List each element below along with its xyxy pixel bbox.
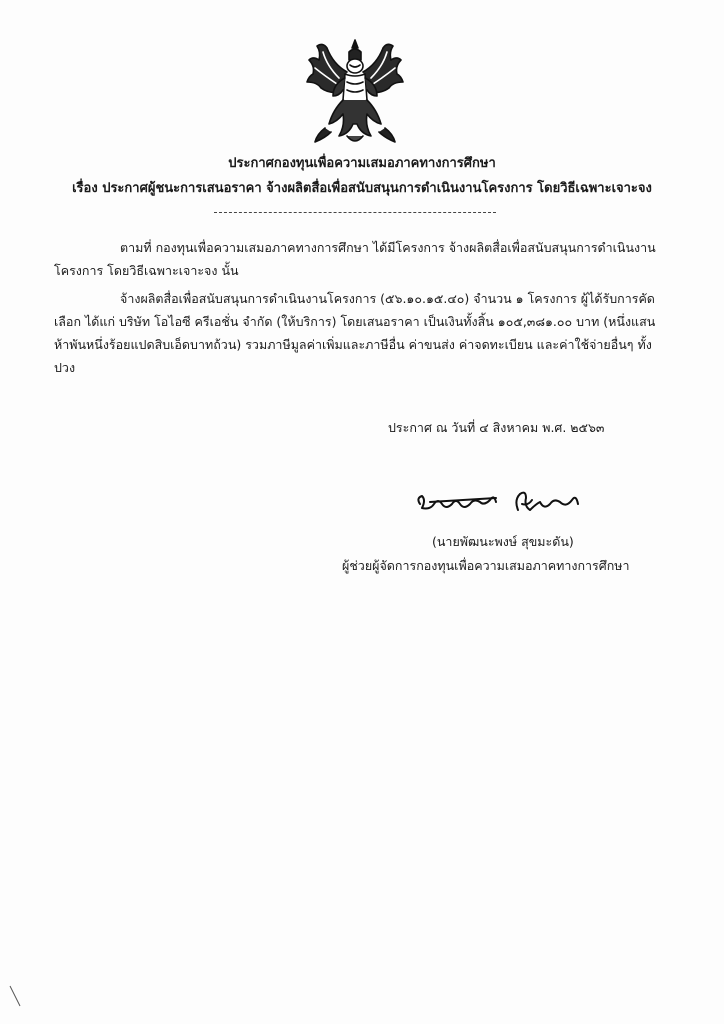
paragraph-2 bbox=[54, 287, 664, 379]
announcement-date: ประกาศ ณ วันที่ ๔ สิงหาคม พ.ศ. ๒๕๖๓ bbox=[388, 420, 605, 435]
separator-line bbox=[214, 212, 496, 213]
scan-mark bbox=[8, 984, 22, 1008]
signer-name: (นายพัฒนะพงษ์ สุขมะดัน) bbox=[432, 534, 574, 549]
garuda-emblem-icon bbox=[303, 38, 407, 146]
signer-position: ผู้ช่วยผู้จัดการกองทุนเพื่อความเสมอภาคทางการศึกษา bbox=[342, 558, 630, 573]
document-subject: เรื่อง ประกาศผู้ชนะการเสนอราคา จ้างผลิตสื่อเพื่อสนับสนุนการดำเนินงานโครงการ โดยวิธีเฉพาะเจาะจง bbox=[72, 181, 652, 196]
paragraph-line: ห้าพันหนึ่งร้อยแปดสิบเอ็ดบาทถ้วน) รวมภาษีมูลค่าเพิ่มและภาษีอื่น ค่าขนส่ง ค่าจดทะเบียน และค่าใช้จ่ายอื่นๆ ทั้ง bbox=[54, 337, 652, 352]
paragraph-line: เลือก ได้แก่ บริษัท โอไอซี ครีเอชั่น จำกัด (ให้บริการ) โดยเสนอราคา เป็นเงินทั้งสิ้น ๑๐๕,๓๘๑.๐๐ บาท (หนึ่งแสน bbox=[54, 314, 656, 329]
document-title: ประกาศกองทุนเพื่อความเสมอภาคทางการศึกษา bbox=[228, 156, 496, 171]
paragraph-line: ปวง bbox=[54, 360, 76, 375]
paragraph-line: จ้างผลิตสื่อเพื่อสนับสนุนการดำเนินงานโครงการ (๕๖.๑๐.๑๕.๔๐) จำนวน ๑ โครงการ ผู้ได้รับการคัด bbox=[120, 291, 655, 306]
signature-image bbox=[410, 480, 585, 525]
paragraph-line: โครงการ โดยวิธีเฉพาะเจาะจง นั้น bbox=[54, 263, 239, 278]
paragraph-1 bbox=[54, 236, 664, 282]
paragraph-line: ตามที่ กองทุนเพื่อความเสมอภาคทางการศึกษา ได้มีโครงการ จ้างผลิตสื่อเพื่อสนับสนุนการดำเนินงาน bbox=[120, 240, 656, 255]
